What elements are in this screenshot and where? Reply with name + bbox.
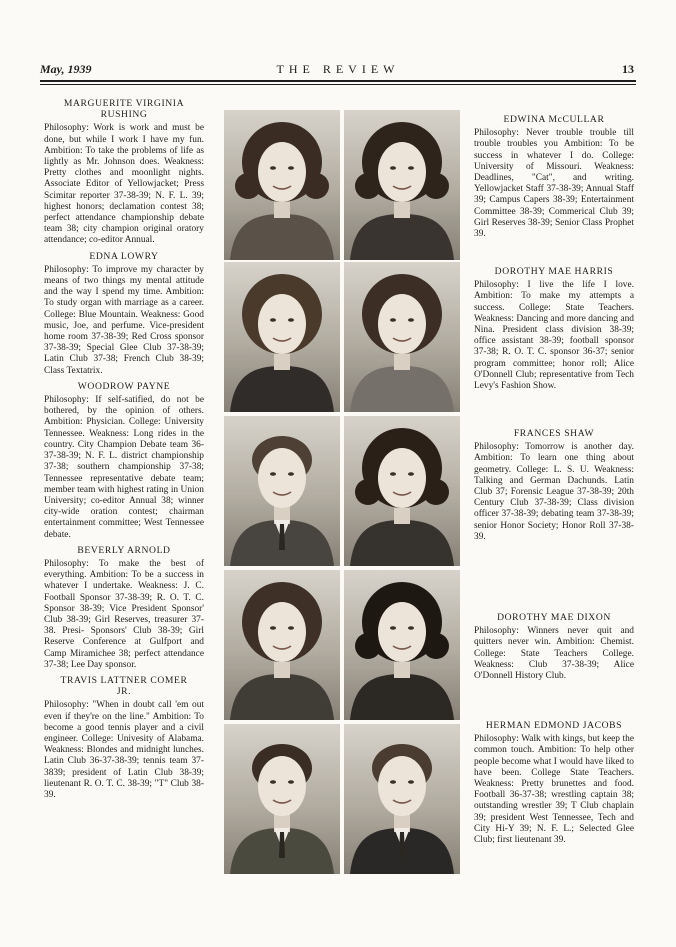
student-entry bbox=[44, 251, 204, 377]
student-name: DOROTHY MAE DIXON bbox=[497, 612, 611, 623]
header-rule-thin bbox=[40, 84, 636, 85]
student-name: MARGUERITE VIRGINIA bbox=[63, 98, 185, 109]
student-portrait bbox=[344, 262, 460, 412]
student-portrait bbox=[224, 416, 340, 566]
student-entry bbox=[44, 381, 204, 541]
student-bio-text: Philosophy: Winners never quit and quitters never win. Ambition: Chemist. College: State Teachers College. Weakness: Club 37-38-39; Alice O'Donnell History Club. bbox=[474, 626, 634, 682]
student-bio-text: Philosophy: I live the life I love. Ambition: To make my attempts a success. College: State Teachers. Weakness: Dancing and more dancing and Nina. President class division 38-39; office assistant 38-39; football sponsor 37-38; R. O. T. C. sponsor 36-37; senior program committee; honor roll; Alice O'Donnell Club; representative from Tech Levy's Fashion Show. bbox=[474, 280, 634, 392]
student-name: BEVERLY ARNOLD bbox=[77, 544, 171, 556]
portrait-curl bbox=[303, 173, 329, 199]
portrait-face bbox=[258, 448, 306, 508]
student-entry bbox=[474, 114, 634, 240]
portrait-eye bbox=[408, 318, 414, 322]
portrait-eye bbox=[408, 472, 414, 476]
header-rule-thick bbox=[40, 80, 636, 82]
student-portrait bbox=[224, 110, 340, 260]
portrait-figure bbox=[344, 416, 460, 566]
student-bio-text: Philosophy: To improve my character by means of two things my mental attitude and the way I spend my time. Ambition: To study organ with marriage as a career. College: Blue Mountain. Weakness: Good music, Joe, and perfume. Vice-president home room 37-38-39; Red Cross sponsor 37-38-39; Special Glee Club 37-38-39; Latin Club 37-38; French Club 38-39; Class Textatrix. bbox=[44, 264, 204, 376]
portrait-eye bbox=[270, 780, 276, 784]
portrait-figure bbox=[344, 724, 460, 874]
publication-title: THE REVIEW bbox=[276, 62, 400, 76]
student-name: RUSHING bbox=[100, 109, 148, 121]
portrait-figure bbox=[224, 570, 340, 720]
portrait-figure bbox=[224, 416, 340, 566]
portrait-eye bbox=[270, 166, 276, 170]
student-bio-text: Philosophy: Work is work and must be done, but while I work I have my fun. Ambition: To take the problems of life as lightly as Mr. Johnson does. Weakness: Pretty clothes and moonlight nights. Associate Editor of Yellowjacket; Press Scimitar reporter 37-38-39; N. F. L. 39; highest honors; declamation contest 38; perfect attendance championship debate team 38; city champion original oratory attendance; co-editor Annual. bbox=[44, 123, 204, 246]
portrait-eye bbox=[390, 318, 396, 322]
portrait-face bbox=[378, 294, 426, 354]
student-entry bbox=[474, 428, 634, 543]
student-name: JR. bbox=[116, 686, 132, 698]
portrait-face bbox=[378, 448, 426, 508]
right-bio-2 bbox=[474, 266, 634, 392]
student-entry bbox=[44, 675, 204, 801]
portrait-figure bbox=[344, 262, 460, 412]
portrait-face bbox=[258, 142, 306, 202]
student-name: EDNA LOWRY bbox=[89, 250, 159, 262]
right-bio-1 bbox=[474, 114, 634, 240]
issue-date: May, 1939 bbox=[40, 62, 92, 76]
student-portrait bbox=[344, 416, 460, 566]
portrait-figure bbox=[344, 570, 460, 720]
portrait-tie bbox=[399, 832, 405, 858]
portrait-eye bbox=[390, 166, 396, 170]
left-bio-column bbox=[44, 98, 204, 801]
student-bio-text: Philosophy: "When in doubt call 'em out even if they're on the line." Ambition: To become a good tennis player and a civil engineer. College: Univesity of Alabama. Weakness: Blondes and midnight lunches. Latin Club 36-37-38-39; tennis team 37-3839; president of Latin Club 38-39; lieutenant R. O. T. C. 38-39; "T" Club 38-39. bbox=[44, 700, 204, 800]
student-entry bbox=[44, 98, 204, 247]
portrait-eye bbox=[288, 626, 294, 630]
portrait-face bbox=[258, 602, 306, 662]
student-name: FRANCES SHAW bbox=[513, 428, 595, 439]
student-name: HERMAN EDMOND JACOBS bbox=[485, 720, 623, 731]
student-portrait bbox=[344, 110, 460, 260]
portrait-curl bbox=[423, 173, 449, 199]
student-portrait bbox=[224, 570, 340, 720]
student-entry bbox=[474, 266, 634, 392]
portrait-eye bbox=[390, 626, 396, 630]
student-name: WOODROW PAYNE bbox=[77, 380, 171, 392]
portrait-curl bbox=[235, 173, 261, 199]
student-portrait bbox=[224, 724, 340, 874]
student-portrait bbox=[224, 262, 340, 412]
portrait-curl bbox=[355, 633, 381, 659]
student-entry bbox=[474, 720, 634, 846]
portrait-eye bbox=[390, 472, 396, 476]
portrait-eye bbox=[408, 780, 414, 784]
portrait-face bbox=[378, 756, 426, 816]
student-name: TRAVIS LATTNER COMER bbox=[60, 674, 188, 686]
student-bio-text: Philosophy: Walk with kings, but keep the common touch. Ambition: To help other people become what I would have liked to have been. College State Teachers. Weakness: Pretty brunettes and food. Football 36-37-38; wrestling captain 38; outstanding wrestler 39; T Club chaplain 39; president West Tennessee, Tech and City Hi-Y 39; N. F. L.; Selected Glee Club; first lieutenant 39. bbox=[474, 734, 634, 846]
portrait-eye bbox=[270, 318, 276, 322]
student-bio-text: Philosophy: If self-satified, do not be bothered, by the opinion of others. Ambition: Physician. College: University Tennessee. Weakness: Long rides in the country. City Champion Debate team 36-37-38-39; N. F. L. district championship 37-38; southern championship 37-38; Tennessee representative debate team; member team with highest rating in Union University; co-editor Annual 38; winner city-wide oration contest; chairman entertainment committee; West Tennessee debate. bbox=[44, 395, 204, 540]
student-portrait bbox=[344, 724, 460, 874]
portrait-eye bbox=[288, 780, 294, 784]
portrait-face bbox=[258, 294, 306, 354]
portrait-face bbox=[378, 142, 426, 202]
portrait-eye bbox=[270, 472, 276, 476]
portrait-eye bbox=[270, 626, 276, 630]
student-bio-text: Philosophy: Tomorrow is another day. Ambition: To learn one thing about geometry. College: L. S. U. Weakness: Talking and German Dachunds. Latin Club 37; Forensic League 37-38-39; 20th Century Club 37-38-39; Class division officer 37-38-39; debating team 37-38-39; senior Honor Society; Honor Roll 37-38-39. bbox=[474, 442, 634, 542]
student-entry bbox=[474, 612, 634, 682]
portrait-tie bbox=[279, 832, 285, 858]
student-bio-text: Philosophy: Never trouble trouble till trouble troubles you Ambition: To be success in whatever I do. College: University of Missouri. Weakness: Deadlines, "Cat", and writing. Yellowjacket Staff 37-38-39; Annual Staff 39; Campus Capers 38-39; Entertainment Committee 38-39; Commerical Club 39; Girl Reserves 38-39; Senior Class Prophet 39. bbox=[474, 128, 634, 240]
portrait-face bbox=[378, 602, 426, 662]
portrait-eye bbox=[390, 780, 396, 784]
portrait-eye bbox=[288, 318, 294, 322]
portrait-tie bbox=[279, 524, 285, 550]
portrait-eye bbox=[408, 166, 414, 170]
portrait-eye bbox=[288, 166, 294, 170]
portrait-eye bbox=[408, 626, 414, 630]
portrait-figure bbox=[224, 724, 340, 874]
student-name: EDWINA McCULLAR bbox=[503, 114, 605, 125]
portrait-curl bbox=[423, 479, 449, 505]
portrait-figure bbox=[224, 262, 340, 412]
page-header bbox=[40, 60, 636, 80]
right-bio-4 bbox=[474, 612, 634, 682]
student-name: DOROTHY MAE HARRIS bbox=[494, 266, 614, 277]
portrait-eye bbox=[288, 472, 294, 476]
student-entry bbox=[44, 545, 204, 671]
right-bio-5 bbox=[474, 720, 634, 846]
portrait-curl bbox=[355, 479, 381, 505]
portrait-curl bbox=[423, 633, 449, 659]
portrait-face bbox=[258, 756, 306, 816]
portrait-figure bbox=[344, 110, 460, 260]
portrait-figure bbox=[224, 110, 340, 260]
page-number: 13 bbox=[622, 62, 634, 76]
student-portrait bbox=[344, 570, 460, 720]
student-bio-text: Philosophy: To make the best of everything. Ambition: To be a success in whatever I undertake. Weakness: J. C. Football Sponsor 37-38-39; R. O. T. C. Sponsor 38-39; Vice President Sponsor' Club 38-39; Girl Reserves, treasurer 37-38. Presi- Sponsors' Club 38-39; Girl Reserve Conference at Gulfport and Camp Miramichee 38; perfect attendance 37-38; Lee Day sponsor. bbox=[44, 558, 204, 670]
right-bio-3 bbox=[474, 428, 634, 543]
portrait-curl bbox=[355, 173, 381, 199]
